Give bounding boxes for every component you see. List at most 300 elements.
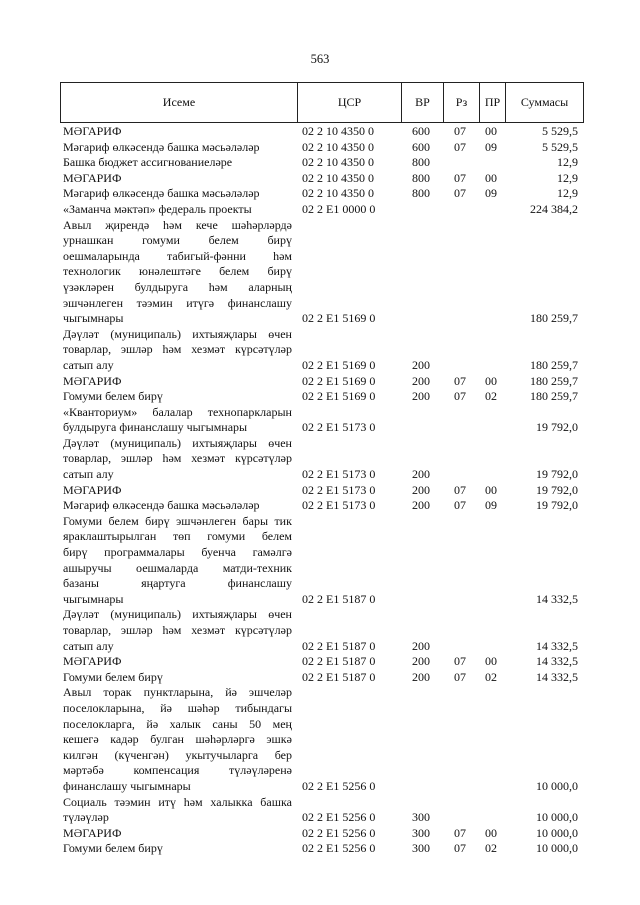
row-csr: 02 2 10 4350 0 bbox=[302, 186, 374, 201]
table-row bbox=[60, 841, 584, 857]
row-name-line: МӘГАРИФ bbox=[63, 170, 122, 185]
row-name-word: өчен bbox=[268, 326, 292, 341]
row-name-word: Авыл bbox=[63, 685, 92, 700]
row-pr bbox=[478, 420, 504, 436]
row-name-word: эшчәнлеген bbox=[63, 295, 123, 310]
row-vr bbox=[400, 202, 442, 218]
row-name-line: чыгымнары bbox=[63, 591, 124, 606]
row-name-line: сатып алу bbox=[63, 638, 114, 653]
row-name-word: җирендә bbox=[105, 217, 150, 232]
row-name-word: һәм bbox=[162, 623, 182, 637]
row-name bbox=[60, 483, 294, 499]
row-name-word: шәһәр bbox=[187, 700, 220, 715]
row-name-word: бирү bbox=[267, 233, 292, 248]
row-csr: 02 2 10 4350 0 bbox=[302, 170, 374, 185]
row-pr: 09 bbox=[485, 186, 497, 201]
row-name-word: күрсәтүләр bbox=[234, 623, 292, 637]
row-name-word: бер bbox=[274, 747, 292, 762]
row-pr bbox=[478, 639, 504, 655]
row-pr bbox=[478, 155, 504, 171]
row-name-word: һәм bbox=[273, 248, 292, 263]
row-name-word: технологик bbox=[63, 264, 121, 279]
row-csr: 02 2 E1 5169 0 bbox=[302, 311, 376, 326]
row-name-line: чыгымнары bbox=[63, 311, 124, 326]
row-name-word: 50 bbox=[249, 716, 262, 731]
row-pr bbox=[478, 467, 504, 483]
row-name-word: йә bbox=[225, 685, 237, 700]
row-name bbox=[60, 171, 294, 187]
row-name-word: пунктларына, bbox=[143, 685, 214, 700]
row-sum: 180 259,7 bbox=[530, 357, 578, 372]
row-sum: 180 259,7 bbox=[530, 311, 578, 326]
row-name-line bbox=[63, 795, 294, 811]
row-name-word: матди-техник bbox=[222, 560, 292, 575]
row-name-word: урнашкан bbox=[63, 233, 114, 248]
row-name-word: һәм bbox=[208, 279, 228, 294]
row-vr: 800 bbox=[412, 186, 430, 201]
row-name-word: түләүләренә bbox=[229, 763, 292, 778]
row-name-word: эшчеләр bbox=[248, 685, 292, 700]
row-name-word: белем bbox=[108, 513, 139, 528]
row-name-line: сатып алу bbox=[63, 357, 114, 372]
row-sum: 180 259,7 bbox=[530, 373, 578, 388]
row-pr bbox=[478, 592, 504, 608]
row-csr: 02 2 E1 5256 0 bbox=[302, 825, 376, 840]
page-number: 563 bbox=[310, 52, 330, 66]
header-rz: Рз bbox=[443, 83, 479, 122]
table-header bbox=[60, 82, 584, 123]
row-vr: 200 bbox=[412, 482, 430, 497]
row-name-word: халыкка bbox=[210, 794, 253, 809]
row-vr: 800 bbox=[412, 155, 430, 170]
row-name-word: табигый-фәнни bbox=[166, 248, 246, 263]
row-name-word: технопаркларын bbox=[207, 404, 292, 419]
header-pr: ПР bbox=[479, 83, 505, 122]
row-name-word: үзәкләрен bbox=[63, 279, 114, 294]
row-vr: 200 bbox=[412, 389, 430, 404]
row-csr: 02 2 E1 5187 0 bbox=[302, 638, 376, 653]
row-rz bbox=[442, 779, 478, 795]
row-csr: 02 2 E1 5173 0 bbox=[302, 420, 376, 435]
row-csr: 02 2 E1 5187 0 bbox=[302, 669, 376, 684]
row-name-line: финанслашу чыгымнары bbox=[63, 778, 191, 793]
row-pr: 02 bbox=[485, 389, 497, 404]
row-name-line: Гомуми белем бирү bbox=[63, 669, 163, 684]
row-sum: 10 000,0 bbox=[536, 841, 578, 856]
row-name-line bbox=[63, 296, 294, 312]
row-name-line bbox=[63, 685, 294, 701]
row-sum: 5 529,5 bbox=[542, 124, 578, 138]
row-name-word: ихтыяҗлары bbox=[192, 435, 257, 450]
row-name-word: күрсәтүләр bbox=[234, 451, 292, 466]
row-name-line bbox=[63, 342, 294, 358]
row-name-word: программалары bbox=[104, 545, 185, 560]
row-csr: 02 2 E1 5169 0 bbox=[302, 373, 376, 388]
header-csr: ЦСР bbox=[297, 83, 401, 122]
row-csr: 02 2 E1 5256 0 bbox=[302, 810, 376, 825]
row-rz: 07 bbox=[454, 841, 466, 856]
row-pr: 09 bbox=[485, 498, 497, 513]
row-name-line bbox=[63, 280, 294, 296]
row-name-word: күрсәтүләр bbox=[234, 342, 292, 357]
table-row bbox=[60, 389, 584, 405]
row-name-word: гомуми bbox=[207, 529, 246, 544]
row-rz: 07 bbox=[454, 139, 466, 154]
row-vr: 200 bbox=[412, 669, 430, 684]
row-name-word: гамәлгә bbox=[252, 545, 292, 560]
row-pr: 00 bbox=[485, 654, 497, 669]
row-vr: 600 bbox=[412, 139, 430, 154]
row-rz: 07 bbox=[454, 825, 466, 840]
row-name-word: тәэмин bbox=[136, 295, 173, 310]
row-name-word: йә bbox=[160, 700, 172, 715]
row-name-line bbox=[63, 576, 294, 592]
row-name-word: кече bbox=[195, 217, 218, 232]
row-name-word: шәһәрләргә bbox=[195, 732, 255, 747]
header-vr: ВР bbox=[401, 83, 443, 122]
row-csr: 02 2 E1 5256 0 bbox=[302, 841, 376, 856]
row-vr bbox=[400, 420, 442, 436]
row-vr bbox=[400, 592, 442, 608]
row-name-word: мең bbox=[272, 716, 292, 731]
row-name-line bbox=[63, 218, 294, 234]
row-name-line bbox=[63, 545, 294, 561]
row-pr: 00 bbox=[485, 373, 497, 388]
row-vr bbox=[400, 311, 442, 327]
row-name-line bbox=[63, 327, 294, 343]
row-name-word: оешмаларында bbox=[63, 248, 140, 263]
row-name-word: бирү bbox=[145, 513, 170, 528]
row-name-word: финанслашу bbox=[227, 576, 292, 591]
row-name-word: оешмаларда bbox=[136, 560, 199, 575]
table-row bbox=[60, 186, 584, 202]
row-vr: 200 bbox=[412, 498, 430, 513]
row-vr: 200 bbox=[412, 638, 430, 653]
row-pr bbox=[478, 202, 504, 218]
row-rz: 07 bbox=[454, 124, 466, 138]
row-rz: 07 bbox=[454, 389, 466, 404]
row-name-word: «Кванториум» bbox=[63, 404, 138, 419]
row-csr: 02 2 E1 5173 0 bbox=[302, 498, 376, 513]
row-name-word: эшләр bbox=[120, 451, 153, 466]
row-rz: 07 bbox=[454, 654, 466, 669]
row-name-line bbox=[63, 732, 294, 748]
row-name-word: ашыручы bbox=[63, 560, 112, 575]
row-name-word: белем bbox=[261, 529, 292, 544]
row-name-word: мәртәбә bbox=[63, 763, 104, 778]
row-name bbox=[60, 795, 294, 826]
row-name-line: МӘГАРИФ bbox=[63, 482, 122, 497]
row-name-line: Мәгариф өлкәсендә башка мәсьәләләр bbox=[63, 186, 260, 201]
row-name-line bbox=[63, 748, 294, 764]
row-name-line bbox=[63, 451, 294, 467]
row-csr: 02 2 E1 0000 0 bbox=[302, 201, 376, 216]
row-name-line: Башка бюджет ассигнованиеләре bbox=[63, 155, 233, 170]
row-name bbox=[60, 498, 294, 514]
table-row bbox=[60, 218, 584, 327]
row-vr bbox=[400, 779, 442, 795]
row-sum: 19 792,0 bbox=[536, 420, 578, 435]
row-name bbox=[60, 140, 294, 156]
row-name-line bbox=[63, 405, 294, 421]
row-name bbox=[60, 514, 294, 608]
row-name bbox=[60, 202, 294, 218]
row-csr: 02 2 E1 5256 0 bbox=[302, 778, 376, 793]
row-rz bbox=[442, 202, 478, 218]
row-name-line: Гомуми белем бирү bbox=[63, 841, 163, 856]
table-body bbox=[60, 124, 584, 857]
row-sum: 19 792,0 bbox=[536, 467, 578, 482]
row-name bbox=[60, 155, 294, 171]
row-name-line: МӘГАРИФ bbox=[63, 373, 122, 388]
row-name-word: тик bbox=[274, 513, 292, 528]
table-row bbox=[60, 654, 584, 670]
row-pr: 00 bbox=[485, 825, 497, 840]
row-name bbox=[60, 654, 294, 670]
row-name-line: «Заманча мәктәп» федераль проекты bbox=[63, 201, 252, 216]
row-name-word: эшләр bbox=[120, 342, 153, 357]
row-sum: 14 332,5 bbox=[536, 654, 578, 669]
row-name bbox=[60, 124, 294, 140]
row-name-word: һәм bbox=[162, 451, 182, 466]
row-rz: 07 bbox=[454, 498, 466, 513]
row-sum: 12,9 bbox=[557, 170, 578, 185]
row-vr: 300 bbox=[412, 841, 430, 856]
row-name-word: эшкә bbox=[266, 732, 292, 747]
row-name-word: ихтыяҗлары bbox=[192, 607, 257, 622]
row-name-word: һәм bbox=[162, 342, 182, 357]
row-sum: 224 384,2 bbox=[530, 201, 578, 216]
row-name bbox=[60, 374, 294, 390]
row-sum: 12,9 bbox=[557, 155, 578, 170]
row-name bbox=[60, 405, 294, 436]
row-name-line bbox=[63, 264, 294, 280]
table-row bbox=[60, 140, 584, 156]
row-csr: 02 2 E1 5173 0 bbox=[302, 467, 376, 482]
row-name-line bbox=[63, 561, 294, 577]
row-name-word: поселокларга, bbox=[63, 716, 135, 731]
row-rz bbox=[442, 311, 478, 327]
row-rz bbox=[442, 639, 478, 655]
row-name-word: тибындагы bbox=[235, 700, 292, 715]
table-row bbox=[60, 670, 584, 686]
table-row bbox=[60, 498, 584, 514]
row-name-line bbox=[63, 717, 294, 733]
row-name-word: килгән bbox=[63, 747, 98, 762]
row-name-word: саны bbox=[212, 716, 238, 731]
row-sum: 14 332,5 bbox=[536, 669, 578, 684]
table-row bbox=[60, 795, 584, 826]
row-name-word: товарлар, bbox=[63, 451, 112, 466]
row-name-word: хезмәт bbox=[191, 623, 226, 637]
row-vr: 200 bbox=[412, 654, 430, 669]
row-name bbox=[60, 670, 294, 686]
table-row bbox=[60, 405, 584, 436]
row-sum: 14 332,5 bbox=[536, 638, 578, 653]
row-name-word: булган bbox=[150, 732, 184, 747]
row-rz: 07 bbox=[454, 170, 466, 185]
row-pr: 00 bbox=[485, 482, 497, 497]
row-csr: 02 2 E1 5187 0 bbox=[302, 591, 376, 606]
row-name-word: товарлар, bbox=[63, 342, 112, 357]
header-sum: Суммасы bbox=[505, 83, 583, 122]
row-name-line bbox=[63, 436, 294, 452]
row-name-line: түләүләр bbox=[63, 810, 109, 825]
row-name-line: МӘГАРИФ bbox=[63, 825, 122, 840]
row-rz bbox=[442, 155, 478, 171]
table-row bbox=[60, 436, 584, 483]
row-name-line: Мәгариф өлкәсендә башка мәсьәләләр bbox=[63, 139, 260, 154]
row-name-word: товарлар, bbox=[63, 623, 112, 637]
row-name-line bbox=[63, 529, 294, 545]
table-row bbox=[60, 685, 584, 794]
row-name-word: тәэмин bbox=[114, 794, 151, 809]
row-sum: 19 792,0 bbox=[536, 482, 578, 497]
row-name-word: укытучыларга bbox=[185, 747, 259, 762]
row-csr: 02 2 E1 5169 0 bbox=[302, 389, 376, 404]
row-name-word: Дәүләт bbox=[63, 607, 100, 622]
row-pr bbox=[478, 358, 504, 374]
row-vr: 600 bbox=[412, 124, 430, 138]
row-name-word: поселокларына, bbox=[63, 700, 145, 715]
table-row bbox=[60, 826, 584, 842]
row-name bbox=[60, 685, 294, 794]
row-pr bbox=[478, 779, 504, 795]
table-row bbox=[60, 374, 584, 390]
row-name-word: кешегә bbox=[63, 732, 99, 747]
row-name bbox=[60, 436, 294, 483]
row-name-word: шәһәрләрдә bbox=[231, 217, 292, 232]
row-sum: 10 000,0 bbox=[536, 778, 578, 793]
row-name-word: Социаль bbox=[63, 794, 107, 809]
row-rz: 07 bbox=[454, 186, 466, 201]
row-name-line bbox=[63, 763, 294, 779]
row-pr: 00 bbox=[485, 170, 497, 185]
row-name-word: хезмәт bbox=[191, 342, 226, 357]
row-vr: 200 bbox=[412, 467, 430, 482]
row-pr: 00 bbox=[485, 124, 497, 138]
row-name-word: буенча bbox=[201, 545, 236, 560]
row-rz: 07 bbox=[454, 482, 466, 497]
row-name-word: кадәр bbox=[110, 732, 139, 747]
row-name-word: (муниципаль) bbox=[110, 607, 181, 622]
row-csr: 02 2 10 4350 0 bbox=[302, 155, 374, 170]
row-name-word: бирү bbox=[63, 545, 88, 560]
row-csr: 02 2 E1 5173 0 bbox=[302, 482, 376, 497]
row-rz bbox=[442, 592, 478, 608]
row-name-word: Дәүләт bbox=[63, 326, 100, 341]
table-row bbox=[60, 483, 584, 499]
row-name-word: һәм bbox=[183, 794, 203, 809]
row-sum: 19 792,0 bbox=[536, 498, 578, 513]
row-name-word: йә bbox=[146, 716, 159, 731]
row-name-word: гомуми bbox=[142, 233, 180, 248]
row-name-word: аларның bbox=[248, 279, 292, 294]
row-name-line bbox=[63, 514, 294, 530]
table-row bbox=[60, 327, 584, 374]
row-name-word: халык bbox=[169, 716, 201, 731]
row-name-word: өчен bbox=[268, 435, 292, 450]
row-name-word: һәм bbox=[163, 217, 182, 232]
row-name-line: булдыруга финанслашу чыгымнары bbox=[63, 420, 248, 435]
table-row bbox=[60, 171, 584, 187]
row-name-word: ихтыяҗлары bbox=[192, 326, 257, 341]
row-name-line bbox=[63, 623, 294, 639]
row-name-word: булдыруга bbox=[134, 279, 189, 294]
row-name-word: итүгә bbox=[186, 295, 215, 310]
row-name-line: МӘГАРИФ bbox=[63, 124, 122, 138]
row-name-word: башка bbox=[260, 794, 292, 809]
header-name: Исеме bbox=[162, 95, 196, 109]
row-csr: 02 2 E1 5187 0 bbox=[302, 654, 376, 669]
row-csr: 02 2 10 4350 0 bbox=[302, 139, 374, 154]
row-name bbox=[60, 607, 294, 654]
row-name-word: бирү bbox=[267, 264, 292, 279]
row-vr: 300 bbox=[412, 810, 430, 825]
row-rz: 07 bbox=[454, 373, 466, 388]
row-name-word: итү bbox=[158, 794, 176, 809]
row-name bbox=[60, 826, 294, 842]
row-name bbox=[60, 327, 294, 374]
row-vr: 200 bbox=[412, 373, 430, 388]
row-name-word: юнәлештәге bbox=[139, 264, 201, 279]
row-name-word: базаны bbox=[63, 576, 99, 591]
table-row bbox=[60, 124, 584, 140]
row-name bbox=[60, 841, 294, 857]
row-sum: 14 332,5 bbox=[536, 591, 578, 606]
row-name-line: Мәгариф өлкәсендә башка мәсьәләләр bbox=[63, 498, 260, 513]
row-name-line bbox=[63, 607, 294, 623]
row-pr: 02 bbox=[485, 669, 497, 684]
row-name-word: (муниципаль) bbox=[110, 435, 181, 450]
row-vr: 300 bbox=[412, 825, 430, 840]
row-name-line bbox=[63, 249, 294, 265]
row-rz bbox=[442, 467, 478, 483]
row-name-word: Дәүләт bbox=[63, 435, 100, 450]
row-name-word: эшләр bbox=[120, 623, 153, 637]
row-csr: 02 2 10 4350 0 bbox=[302, 124, 374, 138]
table-row bbox=[60, 514, 584, 608]
row-name-line: МӘГАРИФ bbox=[63, 654, 122, 669]
table-row bbox=[60, 202, 584, 218]
row-name bbox=[60, 389, 294, 405]
row-name-word: Гомуми bbox=[63, 513, 103, 528]
row-name bbox=[60, 186, 294, 202]
row-name-word: төп bbox=[172, 529, 191, 544]
row-rz bbox=[442, 358, 478, 374]
table-row bbox=[60, 155, 584, 171]
row-name-line: сатып алу bbox=[63, 467, 114, 482]
row-sum: 10 000,0 bbox=[536, 825, 578, 840]
row-name-word: балалар bbox=[152, 404, 193, 419]
row-csr: 02 2 E1 5169 0 bbox=[302, 357, 376, 372]
row-pr bbox=[478, 311, 504, 327]
row-name-word: финанслашу bbox=[227, 295, 292, 310]
row-rz bbox=[442, 810, 478, 826]
row-pr: 02 bbox=[485, 841, 497, 856]
row-sum: 12,9 bbox=[557, 186, 578, 201]
row-rz: 07 bbox=[454, 669, 466, 684]
row-name-word: өчен bbox=[268, 607, 292, 622]
row-name-word: компенсация bbox=[133, 763, 200, 778]
row-name-word: яраклаштырылган bbox=[63, 529, 157, 544]
row-name-line bbox=[63, 701, 294, 717]
row-name-word: хезмәт bbox=[191, 451, 226, 466]
row-name-line: Гомуми белем бирү bbox=[63, 389, 163, 404]
table-row bbox=[60, 607, 584, 654]
row-vr: 200 bbox=[412, 357, 430, 372]
row-sum: 5 529,5 bbox=[542, 139, 578, 154]
